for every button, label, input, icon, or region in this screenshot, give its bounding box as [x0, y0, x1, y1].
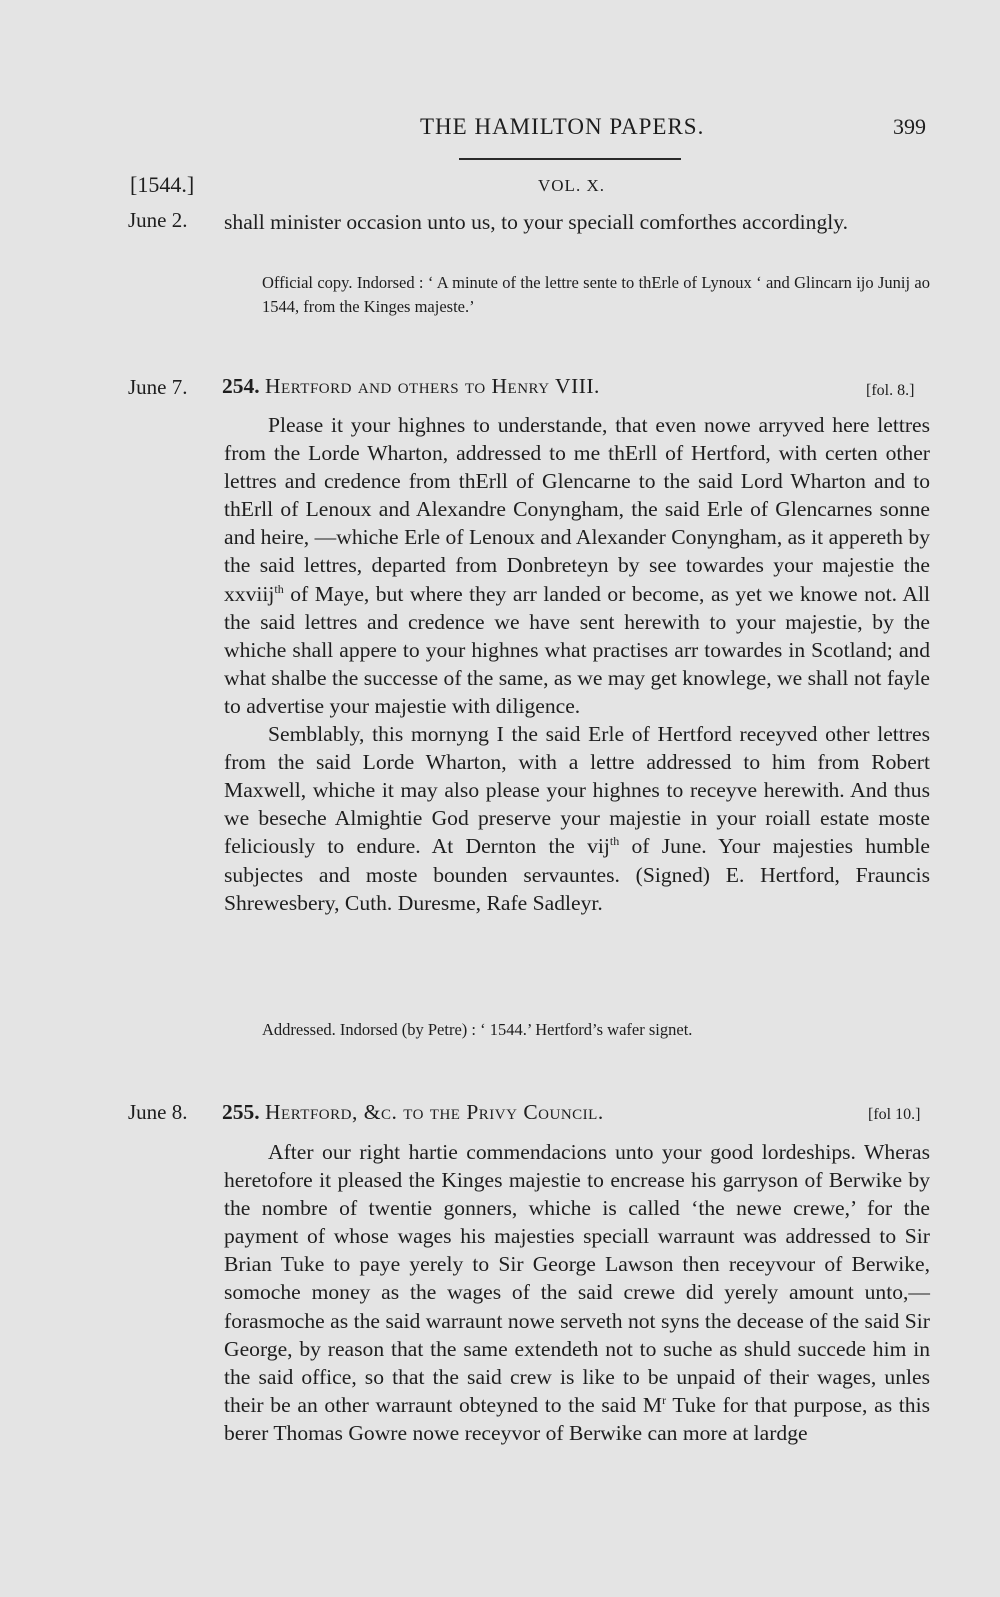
volume-marker: VOL. X. [538, 176, 605, 195]
folio-reference: [fol 10.] [868, 1106, 921, 1123]
running-head [222, 114, 926, 146]
editorial-note-2: Addressed. Indorsed (by Petre) : ‘ 1544.’ Hertford’s wafer signet. [262, 1020, 693, 1039]
margin-date-june-8: June 8. [128, 1100, 188, 1124]
folio-reference: [fol. 8.] [866, 382, 915, 399]
continuation-text [224, 208, 930, 236]
entry-number: 254. [222, 374, 260, 398]
margin-date-june-2: June 2. [128, 208, 188, 232]
continuation-paragraph: shall minister occasion unto us, to your speciall comforthes accordingly. [224, 210, 849, 234]
entry-number: 255. [222, 1100, 260, 1124]
editorial-note-1: Official copy. Indorsed : ‘ A minute of the lettre sente to thErle of Lynoux ‘ and Glincarn ijo Junij ao 1544, from the Kinges majeste.’ [262, 273, 930, 316]
entry-heading-255 [222, 1100, 604, 1125]
letter-paragraph: After our right hartie commendacions unto your good lordeships. Wheras heretofore it pleased the Kinges majestie to encrease his garryson of Berwike by the nombre of twentie gonners, whiche is called ‘the newe crewe,’ for the payment of whose wages his majesties speciall warraunt was addressed to Sir Brian Tuke to paye yerely to Sir George Lawson then receyvour of Berwike, somoche money as the wages of the said crewe did yerely amount unto,—forasmoche as the said warraunt nowe serveth not syns the decease of the said Sir George, by reason that the same extendeth not to suche as shuld succede him in the said office, so that the said crew is like to be unpaid of their wages, unles their be an other warraunt obteyned to the said $M^r$ Tuke for that purpose, as this berer Thomas Gowre nowe receyvor of Berwike can more at lardge [224, 1140, 930, 1445]
letter-paragraph: Semblably, this mornyng I the said Erle of Hertford receyved other lettres from the said Lorde Wharton, with a lettre addressed to him from Robert Maxwell, whiche it may also please your highnes to receyve herewith. And thus we beseche Almightie God preserve your majestie in your roiall estate moste feliciously to endure. At Dernton the vij$^{th}$ of June. Your majesties humble subjectes and moste bounden servauntes. (Signed) E. Hertford, Frauncis Shrewesbery, Cuth. Duresme, Rafe Sadleyr. [224, 722, 930, 915]
letter-body-254 [224, 411, 930, 917]
entry-title: Hertford and others to Henry VIII. [265, 374, 600, 398]
running-title: THE HAMILTON PAPERS. [420, 114, 705, 139]
year-marker: [1544.] [130, 172, 195, 197]
entry-title: Hertford, &c. to the Privy Council. [265, 1100, 604, 1124]
margin-date-june-7: June 7. [128, 375, 188, 399]
header-rule [459, 158, 681, 160]
page-number: 399 [893, 114, 926, 139]
letter-body-255 [224, 1138, 930, 1447]
entry-heading-254 [222, 374, 600, 399]
letter-paragraph: Please it your highnes to understande, that even nowe arryved here lettres from the Lorde Wharton, addressed to me thErll of Hertford, with certen other lettres and credence from thErll of Glencarne to the said Lord Wharton and to thErll of Lenoux and Alexandre Conyngham, the said Erle of Glencarnes sonne and heire, —whiche Erle of Lenoux and Alexander Conyngham, as it appereth by the said lettres, departed from Donbreteyn by see towardes your majestie the xxviij$^{th}$ of Maye, but where they arr landed or become, as yet we knowe not. All the said lettres and credence we have sent herewith to your majestie, by the whiche shall appere to your highnes what practises arr towardes in Scotland; and what shalbe the successe of the same, as we may get knowlege, we shall not fayle to advertise your majestie with diligence. [224, 413, 930, 718]
